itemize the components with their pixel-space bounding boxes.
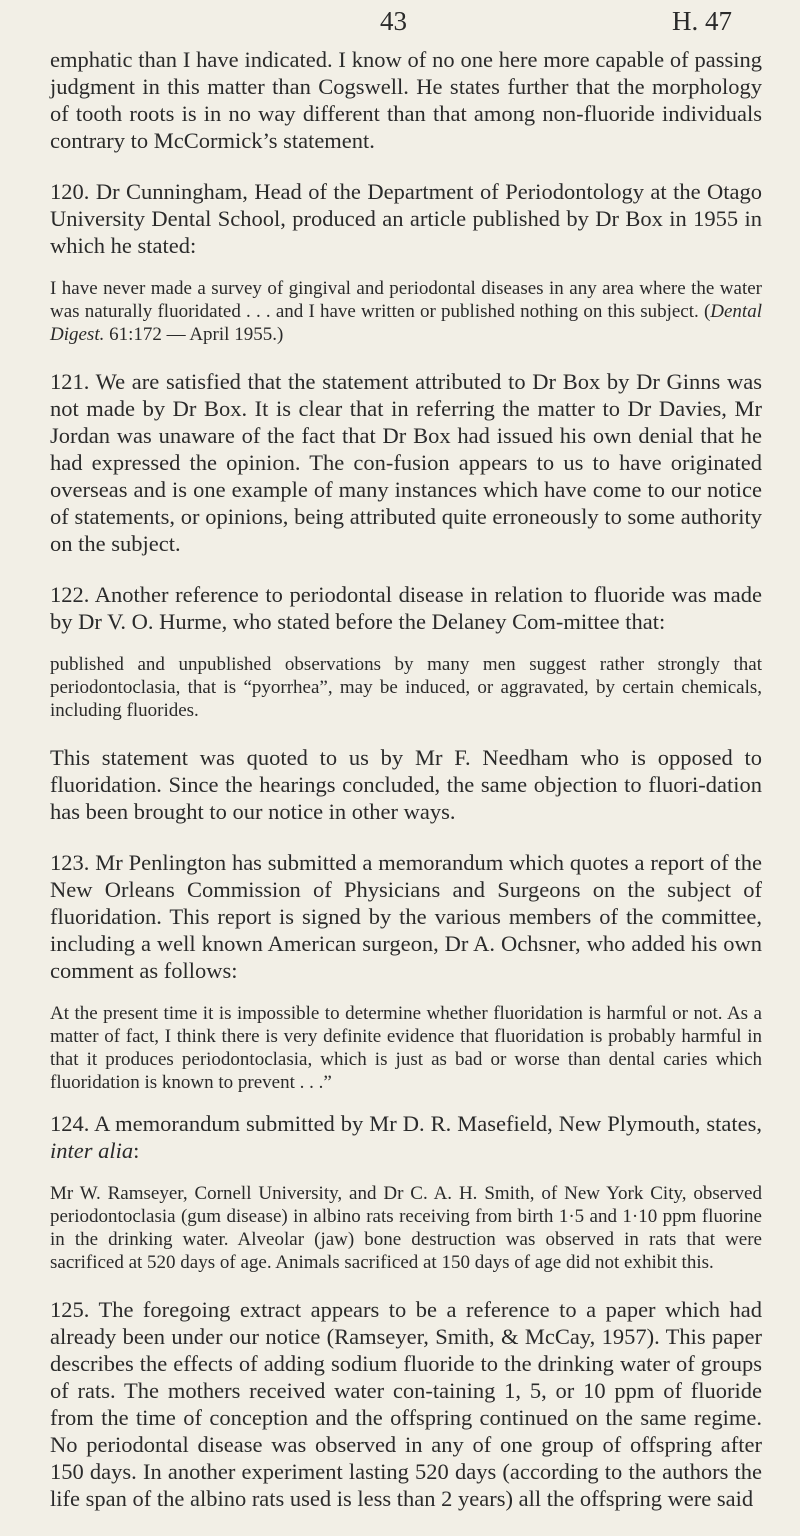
document-reference: H. 47 xyxy=(672,6,732,36)
page-number: 43 xyxy=(380,6,407,36)
paragraph-continuation: emphatic than I have indicated. I know of no one here more capable of passing judgment in this matter than Cogswell. He states further that the morphology of tooth roots is in no way different than that among non-fluoride individuals contrary to McCormick’s statement. xyxy=(50,47,762,153)
paragraph-122: 122. Another reference to periodontal disease in relation to fluoride was made by Dr V. O. Hurme, who stated before the Delaney Com-mittee that: xyxy=(50,582,762,634)
quote-124: Mr W. Ramseyer, Cornell University, and Dr C. A. H. Smith, of New York City, observed periodontoclasia (gum disease) in albino rats receiving from birth 1·5 and 1·10 ppm fluorine in the drinking water. Alveolar (jaw) bone destruction was observed in rats that were sacrificed at 520 days of age. Animals sacrificed at 150 days of age did not exhibit this. xyxy=(50,1183,762,1273)
paragraph-121: 121. We are satisfied that the statement attributed to Dr Box by Dr Ginns was not made by Dr Box. It is clear that in referring the matter to Dr Davies, Mr Jordan was unaware of the fact that Dr Box had issued his own denial that he had expressed the opinion. The con-fusion appears to us to have originated overseas and is one example of many instances which have come to our notice of statements, or opinions, being attributed quite erroneously to some authority on the subject. xyxy=(50,369,762,556)
quote-120 xyxy=(50,277,762,346)
paragraph-124-text: 124. A memorandum submitted by Mr D. R. Masefield, New Plymouth, states, xyxy=(50,1111,762,1136)
paragraph-124-latin: inter alia xyxy=(50,1138,134,1163)
quote-122: published and unpublished observations by many men suggest rather strongly that periodontoclasia, that is “pyorrhea”, may be induced, or aggravated, by certain chemicals, including fluorides. xyxy=(50,654,762,721)
page-body xyxy=(50,46,762,1536)
paragraph-124-colon: : xyxy=(133,1138,140,1163)
quote-120-source: Dental Digest. xyxy=(50,301,762,345)
quote-120-text: I have never made a survey of gingival and periodontal diseases in any area where the water was naturally fluoridated . . . and I have written or published nothing on this subject. ( xyxy=(50,278,762,322)
quote-120-citation: 61:172 — April 1955.) xyxy=(104,324,284,345)
paragraph-125: 125. The foregoing extract appears to be a reference to a paper which had already been under our notice (Ramseyer, Smith, & McCay, 1957). This paper describes the effects of adding sodium fluoride to the drinking water of groups of rats. The mothers received water con-taining 1, 5, or 10 ppm of fluoride from the time of conception and the offspring continued on the same regime. No periodontal disease was observed in any of one group of offspring after 150 days. In another experiment lasting 520 days (according to the authors the life span of the albino rats used is less than 2 years) all the offspring were said xyxy=(50,1297,762,1511)
page-header xyxy=(0,6,800,40)
paragraph-122-continued: This statement was quoted to us by Mr F. Needham who is opposed to fluoridation. Since the hearings concluded, the same objection to fluori-dation has been brought to our notice in other ways. xyxy=(50,745,762,824)
paragraph-124 xyxy=(50,1110,762,1164)
paragraph-123: 123. Mr Penlington has submitted a memorandum which quotes a report of the New Orleans Commission of Physicians and Surgeons on the subject of fluoridation. This report is signed by the various members of the committee, including a well known American surgeon, Dr A. Ochsner, who added his own comment as follows: xyxy=(50,850,762,983)
quote-123: At the present time it is impossible to determine whether fluoridation is harmful or not. As a matter of fact, I think there is very definite evidence that fluoridation is probably harmful in that it produces periodontoclasia, which is just as bad or worse than dental caries which fluoridation is known to prevent . . .” xyxy=(50,1003,762,1093)
paragraph-120: 120. Dr Cunningham, Head of the Department of Periodontology at the Otago University Dental School, produced an article published by Dr Box in 1955 in which he stated: xyxy=(50,179,762,258)
